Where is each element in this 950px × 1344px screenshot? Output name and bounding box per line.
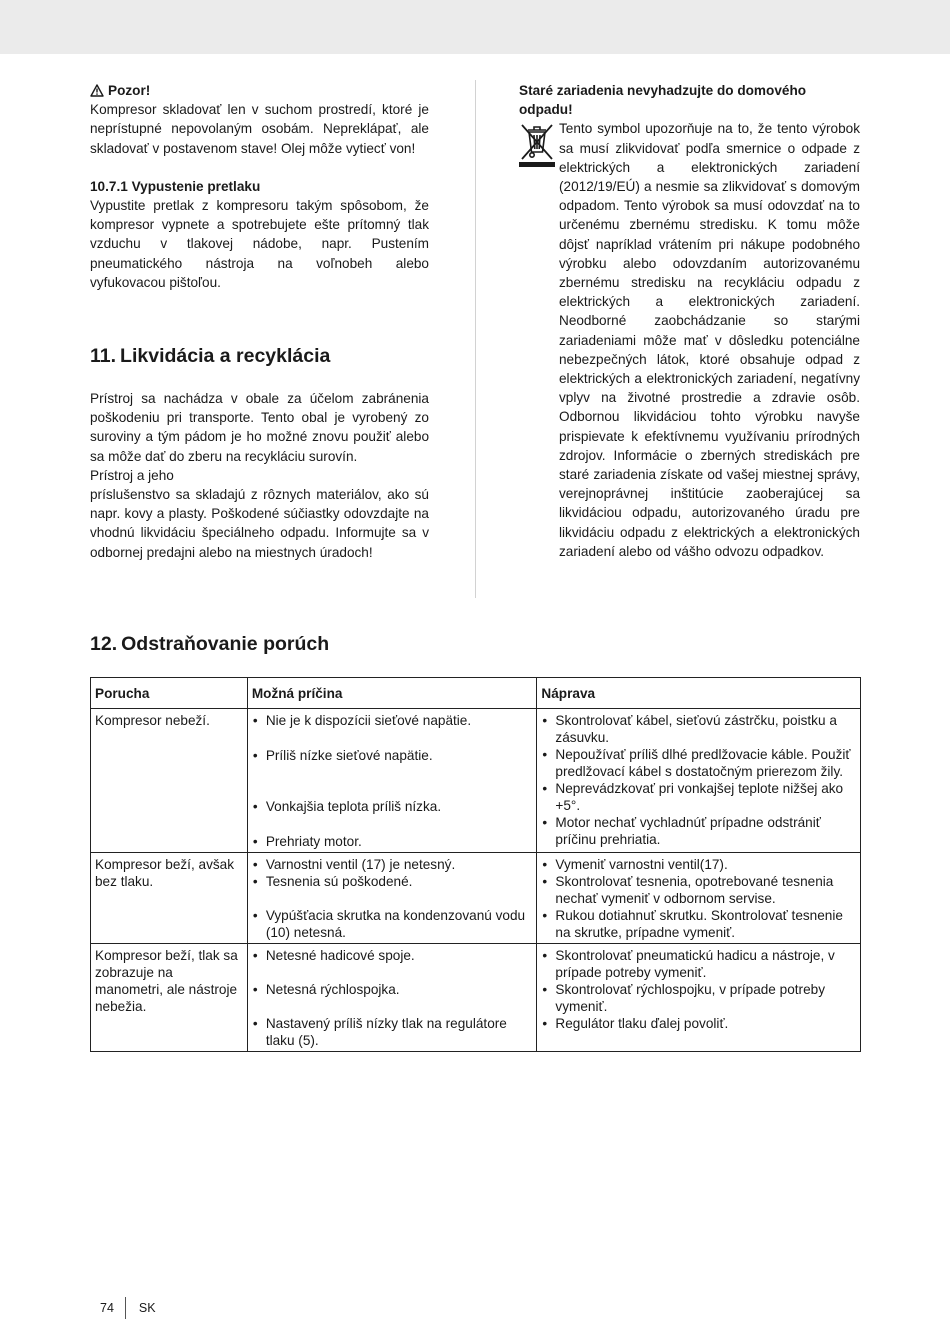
cause-item: • Varnostni ventil (17) je netesný. [252, 856, 533, 873]
weee-text: Tento symbol upozorňuje na to, že tento výrobok sa musí zlikvidovať podľa smernice o odpade z elektrických a elektronických zariadení (2012/19/EÚ) a nesmie sa zlikvidovať s domovým odpadom. Tento výrobok sa musí odovzdať na to určenému zbernému stredisku. K tomu môže dôjsť napríklad vrátením pri nákupe podobného výrobku alebo odovzdaním autorizovanému zbernému stredisku na recykláciu odpadu z elektrických a elektronických zariadení. Neodborné zaobchádzanie so starými zariadeniami môže mať v dôsledku potenciálne nebezpečných látok, ktoré obsahuje odpad z elektrických a elektronických zariadení, negatívny vplyv na životné prostredie a zdravie osôb. Odbornou likvidáciou tohto výrobku navyše prispievate k efektívnemu využívaniu prírodných zdrojov. Informácie o zberných strediskách pre staré zariadenia získate od vašej miestnej správy, verejnoprávnej inštitúcie zaoberajúcej sa likvidáciou odpadu, autorizovaného úradu pre likvidáciu odpadu z elektrických a elektronických zariadení alebo od vášho odvozu odpadkov. [559, 121, 860, 559]
section-11-title: Likvidácia a recyklácia [120, 345, 331, 367]
cause-item: • Nastavený príliš nízky tlak na regulátore tlaku (5). [252, 1015, 533, 1049]
cause-item: • Nie je k dispozícii sieťové napätie. [252, 712, 533, 729]
warning-triangle-icon [90, 84, 104, 97]
fault-cell: Kompresor nebeží. [91, 709, 248, 853]
cause-item: • Vypúšťacia skrutka na kondenzovanú vodu (10) netesná. [252, 907, 533, 941]
cause-item: • Netesné hadicové spoje. [252, 947, 533, 964]
left-column [90, 81, 429, 292]
remedy-item: • Motor nechať vychladnúť prípadne odstrániť príčinu prehriatia. [541, 814, 856, 848]
remedy-item: • Skontrolovať tesnenia, opotrebované tesnenia nechať vymeniť v odbornom servise. [541, 873, 856, 907]
header-fault: Porucha [91, 678, 248, 709]
remedy-item: • Neprevádzkovať pri vonkajšej teplote nižšej ako +5°. [541, 780, 856, 814]
cause-item: • Tesnenia sú poškodené. [252, 873, 533, 890]
warning-title: Pozor! [108, 83, 151, 98]
remedy-item: • Rukou dotiahnuť skrutku. Skontrolovať tesnenie na skrutke, prípadne vymeniť. [541, 907, 856, 941]
fault-cell: Kompresor beží, tlak sa zobrazuje na manometri, ale nástroje nebežia. [91, 944, 248, 1052]
header-remedy: Náprava [537, 678, 861, 709]
footer-separator [125, 1297, 126, 1319]
weee-title: Staré zariadenia nevyhadzujte do domového odpadu! [519, 83, 807, 118]
language-code: SK [138, 1301, 156, 1315]
section-11-body [90, 389, 429, 562]
table-row [91, 709, 861, 853]
section-11-heading [90, 344, 330, 368]
cause-item: • Vonkajšia teplota príliš nízka. [252, 798, 533, 815]
cause-item: • Príliš nízke sieťové napätie. [252, 747, 533, 764]
cause-cell [247, 944, 537, 1052]
section-11-para-3: príslušenstvo sa skladajú z rôznych materiálov, ako sú napr. kovy a plasty. Poškodené súčiastky odovzdajte na vhodnú likvidáciu špeciálneho odpadu. Informujte sa v odbornej predajni alebo na miestnych úradoch! [90, 487, 429, 560]
page-footer [100, 1297, 156, 1319]
section-11-number: 11. [90, 345, 117, 367]
cause-cell [247, 853, 537, 944]
cause-cell [247, 709, 537, 853]
troubleshooting-table [90, 677, 861, 1052]
warning-heading [90, 81, 429, 100]
column-divider [475, 80, 476, 598]
remedy-cell [537, 709, 861, 853]
header-cause: Možná príčina [247, 678, 537, 709]
remedy-item: • Regulátor tlaku ďalej povoliť. [541, 1015, 856, 1032]
fault-cell: Kompresor beží, avšak bez tlaku. [91, 853, 248, 944]
section-12-number: 12. [90, 633, 118, 655]
subsection-text: Vypustite pretlak z kompresoru takým spôsobom, že kompresor vypnete a spotrebujete ešte prítomný tlak vzduchu v tlakovej nádobe, napr. Pustením pneumatického nástroja na voľnobeh alebo vyfukovacou pištoľou. [90, 198, 429, 290]
top-bar [0, 0, 950, 54]
section-12-title: Odstraňovanie porúch [121, 633, 330, 655]
cause-item: • Netesná rýchlospojka. [252, 981, 533, 998]
remedy-item: • Nepoužívať príliš dlhé predlžovacie káble. Použiť predlžovací kábel s dostatočným prierezom žily. [541, 746, 856, 780]
table-header-row [91, 678, 861, 709]
weee-block [519, 119, 860, 561]
remedy-item: • Skontrolovať pneumatickú hadicu a nástroje, v prípade potreby vymeniť. [541, 947, 856, 981]
remedy-item: • Skontrolovať kábel, sieťovú zástrčku, poistku a zásuvku. [541, 712, 856, 746]
table-row [91, 853, 861, 944]
section-11-para-2: Prístroj a jeho [90, 467, 174, 483]
remedy-item: • Skontrolovať rýchlospojku, v prípade potreby vymeniť. [541, 981, 856, 1015]
remedy-cell [537, 944, 861, 1052]
remedy-item: • Vymeniť varnostni ventil(17). [541, 856, 856, 873]
section-11-para-1: Prístroj sa nachádza v obale za účelom zabránenia poškodeniu pri transporte. Tento obal je vyrobený zo suroviny a tým pádom je ho možné znovu použiť alebo sa môže dať do zberu na recykláciu surovín. [90, 391, 429, 464]
crossed-out-wheelie-bin-icon [519, 119, 555, 167]
subsection-title: 10.7.1 Vypustenie pretlaku [90, 178, 261, 194]
section-12-heading [90, 632, 329, 656]
remedy-cell [537, 853, 861, 944]
right-column [519, 81, 860, 561]
warning-text: Kompresor skladovať len v suchom prostredí, ktoré je neprístupné nepovolaným osobám. Nepreklápať, ale skladovať v postavenom stave! Olej môže vytiecť von! [90, 102, 429, 156]
page-number: 74 [100, 1301, 114, 1315]
cause-item: • Prehriaty motor. [252, 833, 533, 850]
table-row [91, 944, 861, 1052]
